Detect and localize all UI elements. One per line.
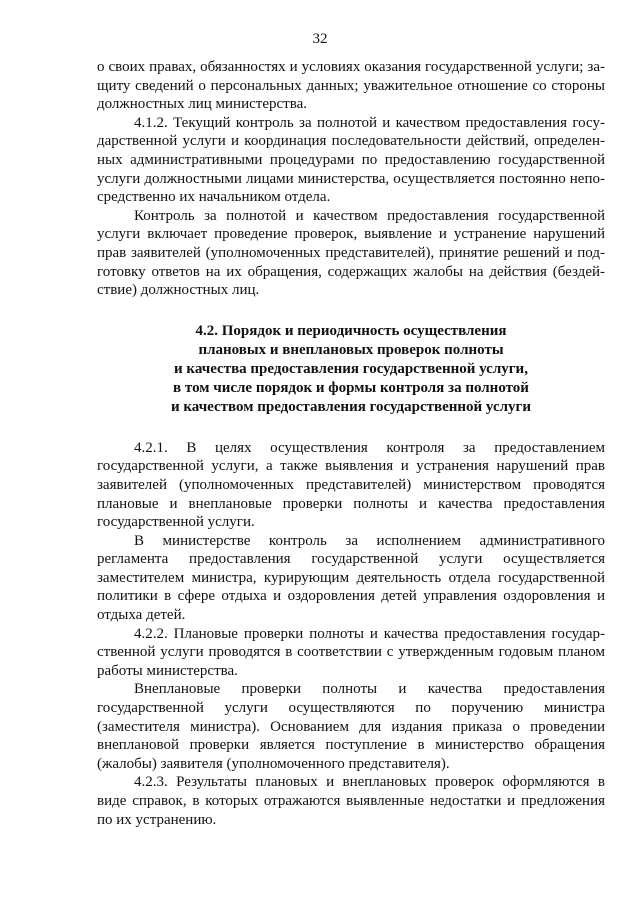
paragraph: Контроль за полнотой и качеством предоставления государственной услуги включает проведение проверок, выявление и устранение нарушений прав заявителей (уполномоченных представителей), принятие решений и подготовку ответов на их обращения, содержащих жалобы на действия (бездействие) должностных лиц.	[97, 207, 605, 299]
section-heading	[97, 322, 605, 417]
heading-line: в том числе порядок и формы контроля за полнотой	[173, 379, 529, 396]
paragraph: 4.2.2. Плановые проверки полноты и качества предоставления государственной услуги проводятся в соответствии с утвержденным годовым планом работы министерства.	[97, 625, 605, 679]
paragraph: 4.2.3. Результаты плановых и внеплановых проверок оформляются в виде справок, в которых отражаются выявленные недостатки и предложения по их устранению.	[97, 774, 605, 828]
document-body	[97, 58, 605, 829]
paragraph: Внеплановые проверки полноты и качества предоставления государственной услуги осуществляются по поручению министра (заместителя министра). Основанием для издания приказа о проведении внеплановой проверки является поступление в министерство обращения (жалобы) заявителя (уполномоченного представителя).	[97, 681, 605, 772]
page-number: 32	[312, 31, 328, 47]
paragraph: 4.1.2. Текущий контроль за полнотой и качеством предоставления государственной услуги и координация последовательности действий, определенных административными процедурами по предоставлению государственной услуги должностными лицами министерства, осуществляется постоянно непосредственно их начальником отдела.	[97, 114, 605, 206]
paragraph: В министерстве контроль за исполнением административного регламента предоставления государственной услуги осуществляется заместителем министра, курирующим деятельность отдела государственной политики в сфере отдыха и оздоровления детей управления оздоровления и отдыха детей.	[97, 532, 605, 624]
paragraph: о своих правах, обязанностях и условиях оказания государственной услуги; защиту сведений о персональных данных; уважительное отношение со стороны должностных лиц министерства.	[97, 59, 605, 113]
heading-line: плановых и внеплановых проверок полноты	[198, 341, 504, 358]
heading-line: и качеством предоставления государственной услуги	[171, 398, 531, 415]
paragraph: 4.2.1. В целях осуществления контроля за предоставлением государственной услуги, а также выявления и устранения нарушений прав заявителей (уполномоченных представителей) министерством проводятся плановые и внеплановые проверки полноты и качества предоставления государственной услуги.	[97, 439, 605, 531]
heading-line: и качества предоставления государственной услуги,	[174, 360, 528, 377]
heading-line: 4.2. Порядок и периодичность осуществления	[195, 322, 507, 339]
